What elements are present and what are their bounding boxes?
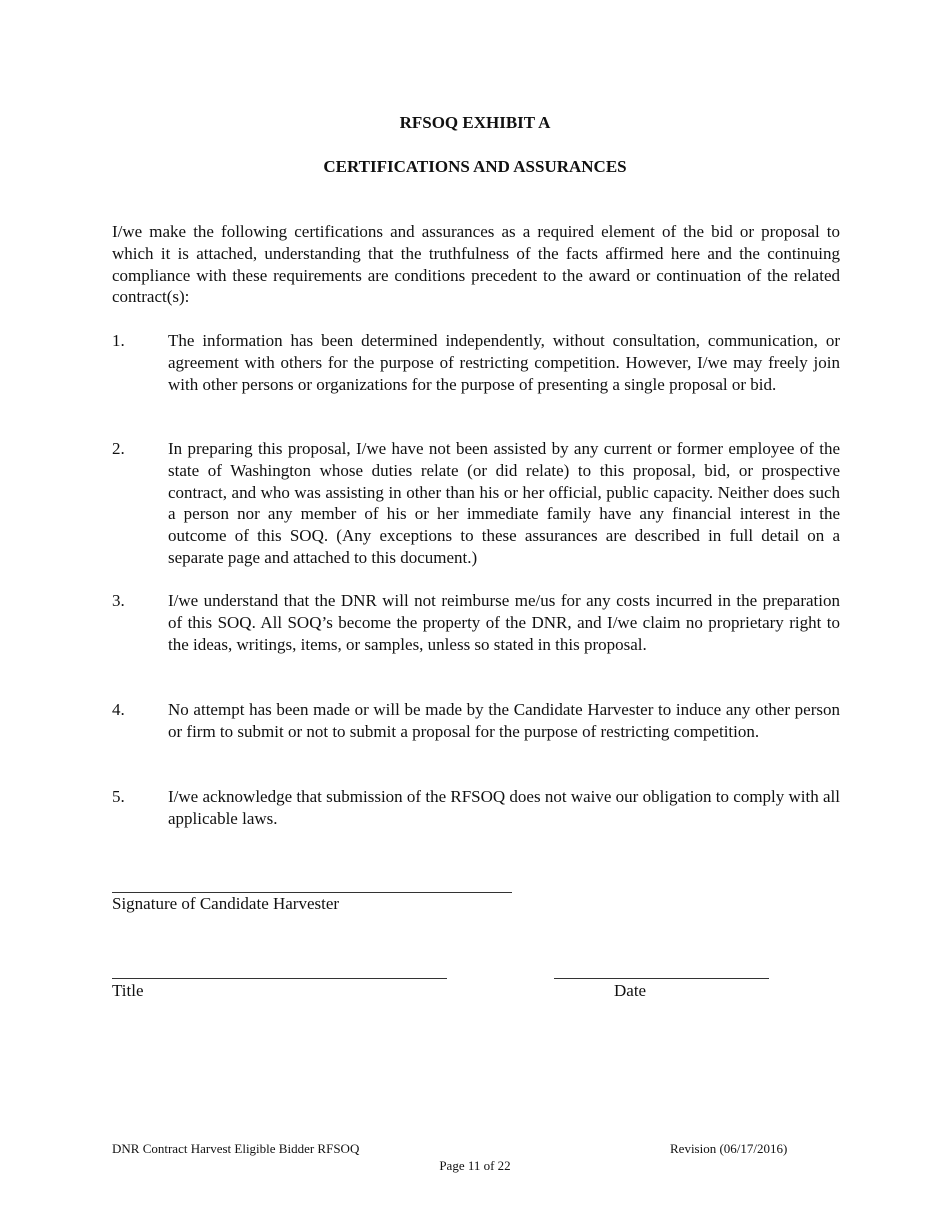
signature-line[interactable] bbox=[112, 892, 512, 893]
certification-item-5 bbox=[112, 786, 840, 830]
item-text: The information has been determined independently, without consultation, communication, or agreement with others for the purpose of restricting competition. However, I/we may freely join with other persons or organizations for the purpose of presenting a single proposal or bid. bbox=[168, 331, 840, 394]
intro-paragraph: I/we make the following certifications and assurances as a required element of the bid or proposal to which it is attached, understanding that the truthfulness of the facts affirmed here and the continuing compliance with these requirements are conditions precedent to the award or continuation of the related contract(s): bbox=[112, 222, 840, 307]
item-text: In preparing this proposal, I/we have not been assisted by any current or former employee of the state of Washington whose duties relate (or did relate) to this proposal, bid, or prospective contract, and who was assisting in other than his or her official, public capacity. Neither does such a person nor any member of his or her immediate family have any financial interest in the outcome of this SOQ. (Any exceptions to these assurances are described in full detail on a separate page and attached to this document.) bbox=[168, 439, 840, 567]
item-text: I/we understand that the DNR will not reimburse me/us for any costs incurred in the preparation of this SOQ. All SOQ’s become the property of the DNR, and I/we claim no proprietary right to the ideas, writings, items, or samples, unless so stated in this proposal. bbox=[168, 591, 840, 654]
footer-document-name: DNR Contract Harvest Eligible Bidder RFSOQ bbox=[112, 1141, 360, 1156]
title-label: Title bbox=[112, 981, 144, 1000]
item-number: 3. bbox=[112, 591, 125, 610]
item-text: I/we acknowledge that submission of the RFSOQ does not waive our obligation to comply with all applicable laws. bbox=[168, 787, 840, 828]
title-line[interactable] bbox=[112, 978, 447, 979]
item-number: 2. bbox=[112, 439, 125, 458]
certification-item-3 bbox=[112, 590, 840, 655]
footer-revision: Revision (06/17/2016) bbox=[670, 1141, 788, 1156]
section-title: CERTIFICATIONS AND ASSURANCES bbox=[323, 157, 627, 176]
date-line[interactable] bbox=[554, 978, 769, 979]
certification-item-4 bbox=[112, 699, 840, 743]
exhibit-title: RFSOQ EXHIBIT A bbox=[399, 113, 551, 132]
signature-label: Signature of Candidate Harvester bbox=[112, 894, 340, 913]
certification-item-1 bbox=[112, 330, 840, 395]
item-number: 1. bbox=[112, 331, 125, 350]
item-number: 4. bbox=[112, 700, 125, 719]
item-text: No attempt has been made or will be made by the Candidate Harvester to induce any other person or firm to submit or not to submit a proposal for the purpose of restricting competition. bbox=[168, 700, 840, 741]
certification-item-2 bbox=[112, 438, 840, 569]
item-number: 5. bbox=[112, 787, 125, 806]
date-label: Date bbox=[614, 981, 647, 1000]
footer-page-number: Page 11 of 22 bbox=[439, 1158, 511, 1173]
